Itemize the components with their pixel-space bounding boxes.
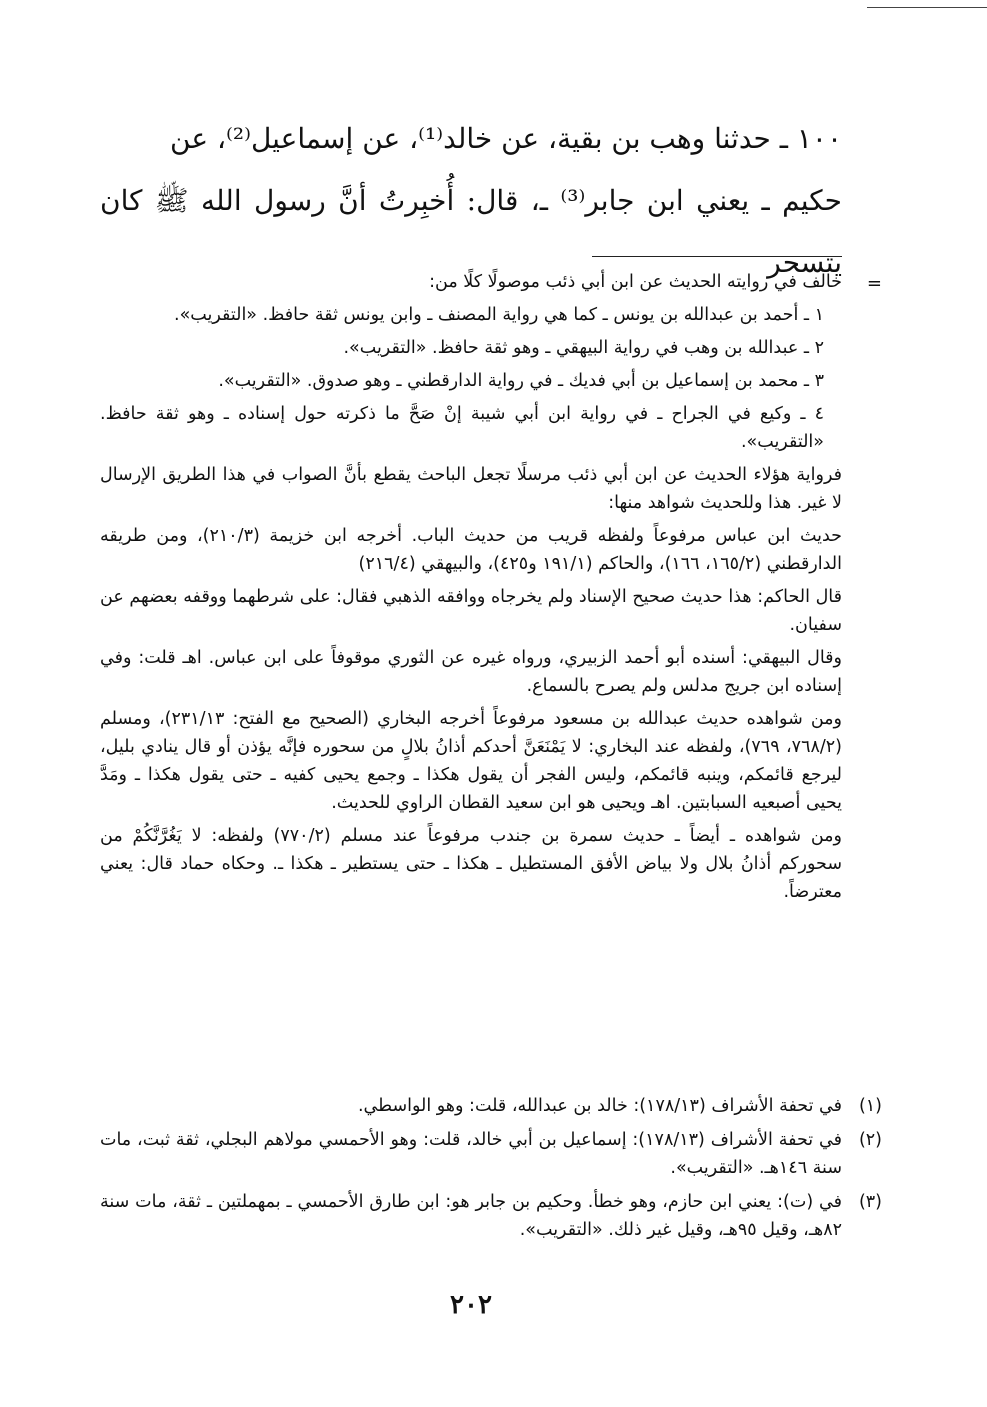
commentary-paragraph: قال الحاكم: هذا حديث صحيح الإسناد ولم يخرجاه ووافقه الذهبي فقال: على شرطهما ووقفه بعضهم عن سفيان.	[100, 587, 842, 635]
top-rule	[867, 7, 987, 8]
commentary-paragraph: حديث ابن عباس مرفوعاً ولفظه قريب من حديث الباب. أخرجه ابن خزيمة (٢١٠/٣)، ومن طريقه الدارقطني (١٦٥/٢، ١٦٦)، والحاكم (١٩١/١ و٤٢٥)، والبيهقي (٢١٦/٤)	[100, 526, 842, 574]
commentary-paragraph: ومن شواهده حديث عبدالله بن مسعود مرفوعاً أخرجه البخاري (الصحيح مع الفتح: ٢٣١/١٣)، ومسلم (٧٦٨/٢، ٧٦٩)، ولفظه عند البخاري: لا يَمْنَعَنَّ أحدكم أذانُ بلالٍ من سحوره فإنَّه يؤذن أو قال ينادي بليل، ليرجع قائمكم، وينبه قائمكم، وليس الفجر أن يقول هكذا ـ وجمع يحيى كفيه ـ حتى يقول هكذا ـ ومَدَّ يحيى أصبعيه السبابتين. اهـ ويحيى هو ابن سعيد القطان الراوي للحديث.	[100, 709, 842, 813]
footnote	[100, 1092, 882, 1120]
commentary	[100, 268, 882, 911]
commentary-paragraph: ومن شواهده ـ أيضاً ـ حديث سمرة بن جندب مرفوعاً عند مسلم (٧٧٠/٢) ولفظه: لا يَغُرَّنَّكُمْ من سحوركم أذانُ بلال ولا بياض الأفق المستطيل ـ هكذا ـ حتى يستطير ـ هكذا ـ. وحكاه حماد قال: يعني معترضاً.	[100, 826, 842, 902]
footnote	[100, 1126, 882, 1182]
footnote-text: في تحفة الأشراف (١٧٨/١٣): خالد بن عبدالله، قلت: وهو الواسطي.	[357, 1096, 842, 1116]
commentary-paragraph: ١ ـ أحمد بن عبدالله بن يونس ـ كما هي رواية المصنف ـ وابن يونس ثقة حافظ. «التقريب».	[174, 305, 824, 325]
footnote-number: (٣)	[858, 1192, 882, 1212]
hadith-text	[100, 108, 842, 294]
footnote	[100, 1188, 882, 1244]
commentary-paragraph: خالف في روايته الحديث عن ابن أبي ذئب موصولًا كلًا من:	[429, 272, 842, 292]
commentary-paragraph: فرواية هؤلاء الحديث عن ابن أبي ذئب مرسلًا تجعل الباحث يقطع بأنَّ الصواب في هذا الطريق الإرسال لا غير. هذا وللحديث شواهد منها:	[100, 465, 842, 513]
commentary-paragraph: ٣ ـ محمد بن إسماعيل بن أبي فديك ـ في رواية الدارقطني ـ وهو صدوق. «التقريب».	[218, 371, 824, 391]
footnote-text: في تحفة الأشراف (١٧٨/١٣): إسماعيل بن أبي خالد، قلت: وهو الأحمسي مولاهم البجلي، ثقة ثبت، مات سنة ١٤٦هـ. «التقريب».	[100, 1130, 842, 1178]
hadith-line-1: ١٠٠ ـ حدثنا وهب بن بقية، عن خالد⁽¹⁾، عن إسماعيل⁽²⁾، عن	[170, 122, 842, 155]
commentary-paragraph: وقال البيهقي: أسنده أبو أحمد الزبيري، ورواه غيره عن الثوري موقوفاً على ابن عباس. اهـ قلت: وفي إسناده ابن جريج مدلس ولم يصرح بالسماع.	[100, 648, 842, 696]
continuation-mark: =	[866, 273, 882, 294]
footnotes	[100, 1092, 882, 1250]
hadith-line-2: حكيم ـ يعني ابن جابر⁽³⁾ ـ، قال: أُخبِرتُ أنَّ رسول الله ﷺ كان يتسحر	[100, 184, 842, 279]
footnote-number: (١)	[858, 1096, 882, 1116]
footnote-text: في (ت): يعني ابن حازم، وهو خطأ. وحكيم بن جابر هو: ابن طارق الأحمسي ـ بمهملتين ـ ثقة، مات سنة ٨٢هـ، وقيل ٩٥هـ، وقيل غير ذلك. «التقريب».	[100, 1192, 842, 1240]
commentary-paragraph: ٢ ـ عبدالله بن وهب في رواية البيهقي ـ وهو ثقة حافظ. «التقريب».	[343, 338, 824, 358]
footnote-separator	[592, 256, 842, 257]
page-number: ٢٠٢	[450, 1290, 492, 1320]
commentary-paragraph: ٤ ـ وكيع في الجراح ـ في رواية ابن أبي شيبة إنْ صَحَّ ما ذكرته حول إسناده ـ وهو ثقة حافظ. «التقريب».	[100, 404, 824, 452]
footnote-number: (٢)	[858, 1130, 882, 1150]
